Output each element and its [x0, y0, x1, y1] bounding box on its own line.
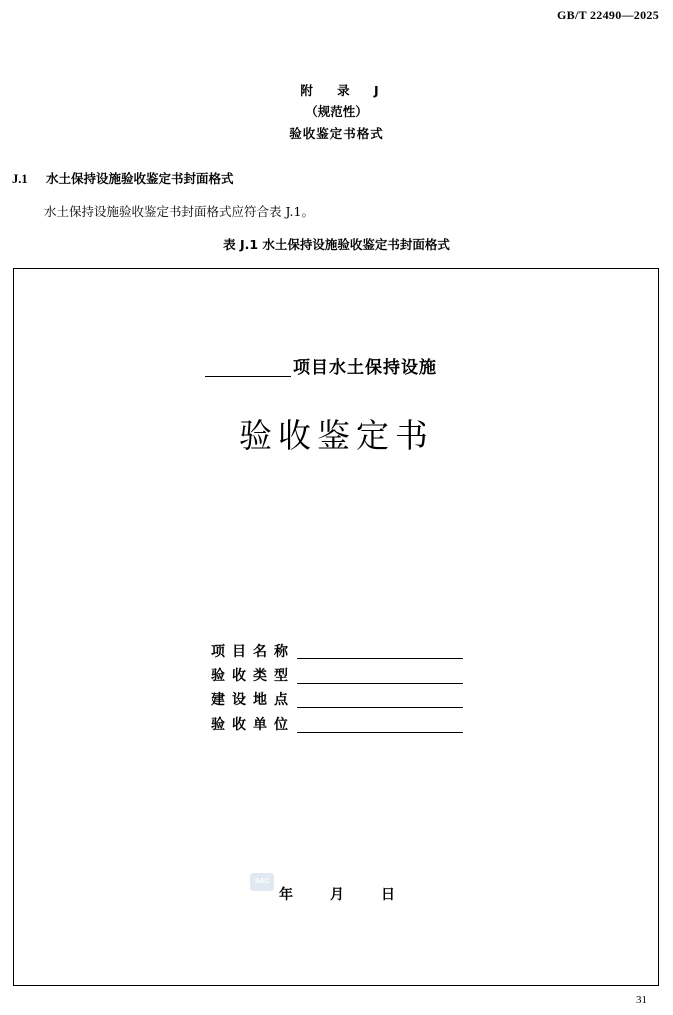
section-title: 水土保持设施验收鉴定书封面格式: [46, 171, 234, 186]
project-title-suffix: 项目水土保持设施: [293, 358, 437, 378]
field-project-name: [211, 641, 295, 661]
field-underline: [297, 658, 463, 659]
date-month: 月: [330, 887, 344, 903]
section-number: J.1: [12, 172, 28, 186]
appendix-type: （规范性）: [305, 104, 368, 119]
field-label: 验收单位: [211, 717, 295, 733]
watermark-logo-icon: SAC: [250, 873, 274, 891]
field-label: 建设地点: [211, 692, 295, 708]
table-caption: 表 J.1 水土保持设施验收鉴定书封面格式: [223, 237, 450, 252]
field-underline: [297, 683, 463, 684]
section-body: 水土保持设施验收鉴定书封面格式应符合表 J.1。: [44, 204, 314, 219]
field-label: 项目名称: [211, 644, 295, 660]
field-underline: [297, 732, 463, 733]
field-label: 验收类型: [211, 668, 295, 684]
field-acceptance-type: [211, 665, 295, 685]
date-year: 年: [279, 887, 293, 903]
cover-main-title: 验收鉴定书: [239, 416, 434, 455]
section-heading: [12, 169, 234, 187]
field-acceptance-unit: [211, 714, 295, 734]
project-name-blank: [205, 376, 291, 377]
date-day: 日: [381, 887, 395, 903]
appendix-title: 附 录 J: [300, 83, 389, 98]
field-construction-site: [211, 689, 295, 709]
field-underline: [297, 707, 463, 708]
page-number: 31: [636, 994, 647, 1006]
appendix-name: 验收鉴定书格式: [289, 126, 384, 141]
standard-number: GB/T 22490—2025: [557, 8, 659, 22]
